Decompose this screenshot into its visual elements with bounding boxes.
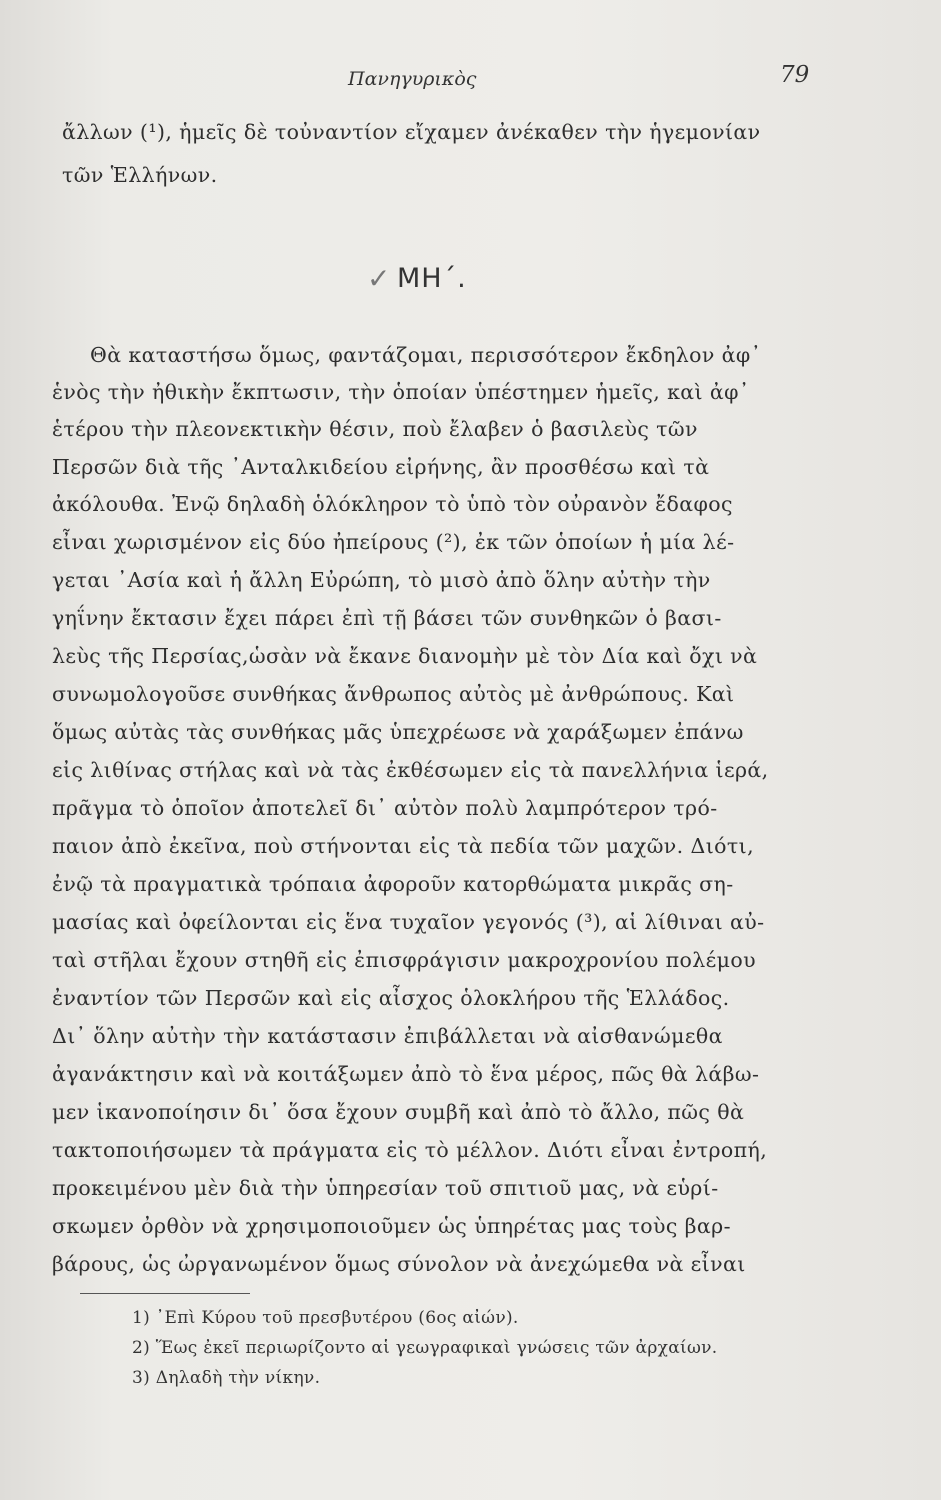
text-line: Δι᾽ ὅλην αὐτὴν τὴν κατάστασιν ἐπιβάλλεται νὰ αἰσθανώμεθα <box>52 1024 723 1048</box>
text-line: σκωμεν ὀρθὸν νὰ χρησιμοποιοῦμεν ὡς ὑπηρέτας μας τοὺς βαρ- <box>52 1214 731 1238</box>
text-line: λεὺς τῆς Περσίας,ὡσὰν νὰ ἔκανε διανομὴν μὲ τὸν Δία καὶ ὄχι νὰ <box>52 644 758 668</box>
text-line: ἑνὸς τὴν ἠθικὴν ἔκπτωσιν, τὴν ὁποίαν ὑπέστημεν ἡμεῖς, καὶ ἀφ᾽ <box>52 380 750 404</box>
text-line: τακτοποιήσωμεν τὰ πράγματα εἰς τὸ μέλλον. Διότι εἶναι ἐντροπή, <box>52 1138 768 1162</box>
text-line: συνωμολογοῦσε συνθήκας ἄνθρωπος αὐτὸς μὲ ἀνθρώπους. Καὶ <box>52 682 735 706</box>
text-line: ἄλλων (¹), ἡμεῖς δὲ τοὐναντίον εἴχαμεν ἀνέκαθεν τὴν ἡγεμονίαν <box>62 120 761 144</box>
footnote: 1) ᾽Επὶ Κύρου τοῦ πρεσβυτέρου (6ος αἰών). <box>132 1308 519 1328</box>
section-heading: ΜΗ΄. <box>397 263 467 294</box>
text-line: Περσῶν διὰ τῆς ᾽Ανταλκιδείου εἰρήνης, ἂν προσθέσω καὶ τὰ <box>52 455 710 479</box>
text-line: προκειμένου μὲν διὰ τὴν ὑπηρεσίαν τοῦ σπιτιοῦ μας, νὰ εὑρί- <box>52 1176 719 1200</box>
text-line: Θὰ καταστήσω ὅμως, φαντάζομαι, περισσότερον ἔκδηλον ἀφ᾽ <box>90 343 762 367</box>
running-head <box>0 62 941 92</box>
text-line: τῶν Ἑλλήνων. <box>62 163 218 187</box>
text-line: ἐναντίον τῶν Περσῶν καὶ εἰς αἶσχος ὁλοκλήρου τῆς Ἑλλάδος. <box>52 986 730 1010</box>
text-line: παιον ἀπὸ ἐκεῖνα, ποὺ στήνονται εἰς τὰ πεδία τῶν μαχῶν. Διότι, <box>52 834 754 858</box>
text-line: ταὶ στῆλαι ἔχουν στηθῆ εἰς ἐπισφράγισιν μακροχρονίου πολέμου <box>52 948 756 972</box>
text-line: ἀκόλουθα. Ἐνῷ δηλαδὴ ὁλόκληρον τὸ ὑπὸ τὸν οὐρανὸν ἔδαφος <box>52 492 733 516</box>
text-line: ὅμως αὐτὰς τὰς συνθήκας μᾶς ὑπεχρέωσε νὰ χαράξωμεν ἐπάνω <box>52 720 744 744</box>
running-title: Πανηγυρικὸς <box>348 68 477 90</box>
text-line: ἐνῷ τὰ πραγματικὰ τρόπαια ἀφοροῦν κατορθώματα μικρᾶς ση- <box>52 872 734 896</box>
footnote: 3) Δηλαδὴ τὴν νίκην. <box>132 1368 321 1388</box>
text-line: γηΐνην ἔκτασιν ἔχει πάρει ἐπὶ τῇ βάσει τῶν συνθηκῶν ὁ βασι- <box>52 606 722 630</box>
page-number: 79 <box>780 62 810 88</box>
footnote-rule <box>80 1293 250 1294</box>
text-line: πρᾶγμα τὸ ὁποῖον ἀποτελεῖ δι᾽ αὐτὸν πολὺ λαμπρότερον τρό- <box>52 796 718 820</box>
text-line: εἶναι χωρισμένον εἰς δύο ἠπείρους (²), ἐκ τῶν ὁποίων ἡ μία λέ- <box>52 530 735 554</box>
text-line: εἰς λιθίνας στήλας καὶ νὰ τὰς ἐκθέσωμεν εἰς τὰ πανελλήνια ἱερά, <box>52 758 769 782</box>
margin-check-mark: ✓ <box>367 262 391 295</box>
text-line: ἑτέρου τὴν πλεονεκτικὴν θέσιν, ποὺ ἔλαβεν ὁ βασιλεὺς τῶν <box>52 417 698 441</box>
text-line: βάρους, ὡς ὠργανωμένον ὅμως σύνολον νὰ ἀνεχώμεθα νὰ εἶναι <box>52 1252 746 1276</box>
text-line: μεν ἱκανοποίησιν δι᾽ ὅσα ἔχουν συμβῆ καὶ ἀπὸ τὸ ἄλλο, πῶς θὰ <box>52 1100 745 1124</box>
footnote: 2) Ἕως ἐκεῖ περιωρίζοντο αἱ γεωγραφικαὶ γνώσεις τῶν ἀρχαίων. <box>132 1338 718 1358</box>
text-line: μασίας καὶ ὀφείλονται εἰς ἕνα τυχαῖον γεγονός (³), αἱ λίθιναι αὐ- <box>52 910 765 934</box>
text-line: ἀγανάκτησιν καὶ νὰ κοιτάξωμεν ἀπὸ τὸ ἕνα μέρος, πῶς θὰ λάβω- <box>52 1062 760 1086</box>
text-line: γεται ᾽Ασία καὶ ἡ ἄλλη Εὐρώπη, τὸ μισὸ ἀπὸ ὅλην αὐτὴν τὴν <box>52 568 711 592</box>
